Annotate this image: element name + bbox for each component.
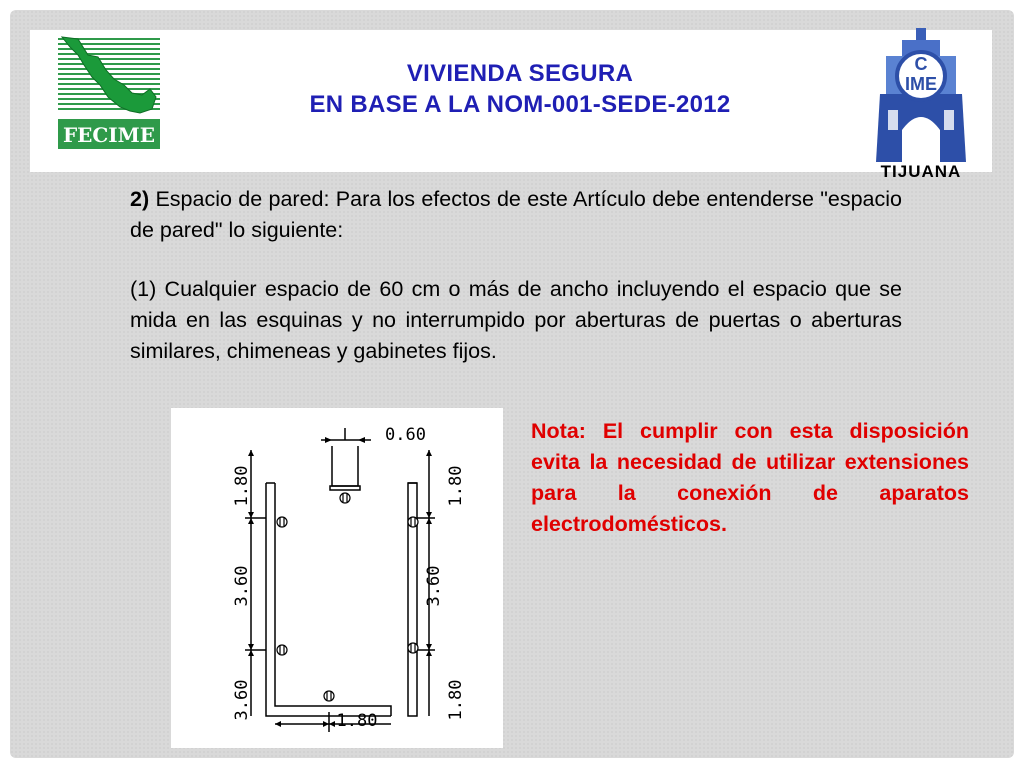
outlet-icon <box>408 643 418 653</box>
dim-top-width: 0.60 <box>385 425 426 445</box>
svg-text:C: C <box>914 54 928 74</box>
paragraph-number: 2) <box>130 187 150 211</box>
dim-right-bottom: 1.80 <box>446 679 466 721</box>
dim-right-top: 1.80 <box>446 465 466 507</box>
paragraph-definition-text: Espacio de pared: Para los efectos de este Artículo debe entenderse "espacio de pared" lo siguiente: <box>130 187 902 242</box>
cime-logo-city: TIJUANA <box>880 162 962 181</box>
top-appliance <box>332 446 358 486</box>
fecime-logo-text: FECIME <box>62 123 156 147</box>
outlet-icon <box>324 691 334 701</box>
dim-left-bottom: 3.60 <box>232 679 252 721</box>
top-appliance-base <box>330 486 360 490</box>
cime-logo <box>872 24 970 164</box>
slide-title <box>240 58 800 120</box>
dim-left-top: 1.80 <box>232 465 252 507</box>
outlet-icon <box>277 517 287 527</box>
diagram-svg <box>171 408 503 748</box>
outlet-icon <box>408 517 418 527</box>
outlets <box>277 493 418 701</box>
title-line-2: EN BASE A LA NOM-001-SEDE-2012 <box>309 91 731 118</box>
dim-bottom: 1.80 <box>336 711 378 731</box>
left-wall-inner <box>275 483 391 716</box>
dim-left-middle: 3.60 <box>232 565 252 607</box>
svg-text:IME: IME <box>904 74 938 94</box>
dim-right-middle: 3.60 <box>424 565 444 607</box>
outlet-icon <box>277 645 287 655</box>
paragraph-definition <box>130 184 902 246</box>
title-line-1: VIVIENDA SEGURA <box>406 60 634 87</box>
paragraph-rule: (1) Cualquier espacio de 60 cm o más de ancho incluyendo el espacio que se mida en las esquinas y no interrumpido por aberturas de puertas o aberturas similares, chimeneas y gabinetes fijos. <box>130 277 902 363</box>
body-text <box>130 184 902 395</box>
note-text: Nota: El cumplir con esta disposición evita la necesidad de utilizar extensiones para la conexión de aparatos electrodomésticos. <box>531 419 969 536</box>
outlet-icon <box>340 493 350 503</box>
wall-space-diagram <box>171 408 503 748</box>
fecime-logo <box>58 35 160 150</box>
